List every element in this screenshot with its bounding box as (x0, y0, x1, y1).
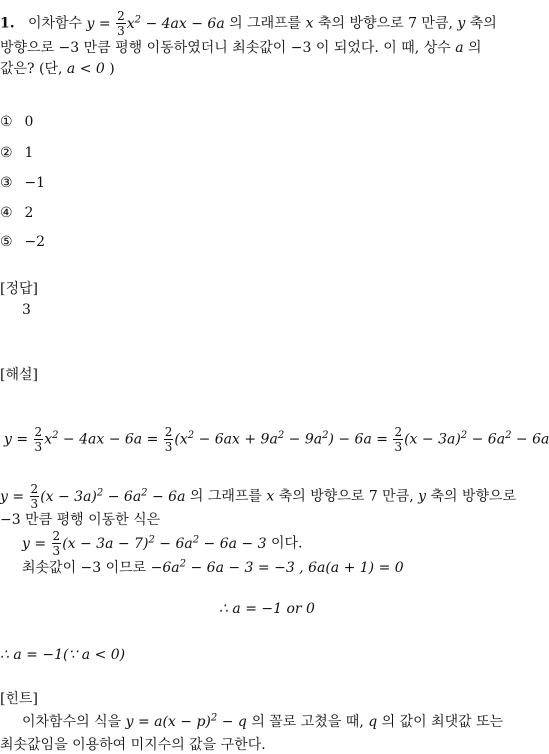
math-condition: a < 0 (66, 61, 105, 77)
option-5[interactable]: ⑤ −2 (0, 234, 46, 250)
problem-line-3: 값은? (단, a < 0 ) (0, 61, 115, 77)
option-1[interactable]: ① 0 (0, 114, 34, 130)
solution-line-1: y = $\frac{2}{3}$ $(x - 3a)^2 - 6a^2 - 6a$ 의 그래프를 x 축의 방향으로 7 만큼, y 축의 방향으로 (0, 482, 517, 511)
math-var: x (305, 15, 314, 32)
problem-number: 1. (0, 15, 15, 32)
math-expression: y = $\frac{2}{3}$ $(x - 3a)^2 - 6a^2 - 6a$ (0, 482, 186, 511)
option-4[interactable]: ④ 2 (0, 205, 34, 221)
solution-line-2: −3 만큼 평행 이동한 식은 (0, 512, 161, 528)
solution-line-3: y = $\frac{2}{3}$ $(x - 3a - 7)^2 - 6a^2 - 6a - 3$ 이다. (22, 529, 303, 558)
answer-label: [정답] (0, 281, 38, 297)
problem-line-2: 방향으로 −3 만큼 평행 이동하였더니 최솟값이 −3 이 되었다. 이 때, 상수 a 의 (0, 40, 482, 56)
math-var: a (455, 40, 464, 56)
solution-label: [해설] (0, 367, 38, 383)
math-expression: $-6a^2 - 6a - 3 = -3$ , 6a(a + 1) = 0 (150, 558, 404, 576)
answer-value: 3 (22, 302, 31, 318)
hint-line-2: 최솟값임을 이용하여 미지수의 값을 구한다. (0, 737, 266, 753)
hint-label: [힌트] (0, 691, 38, 707)
problem-text: 의 그래프를 (229, 15, 302, 32)
solution-final: ∴ a = −1(∵ a < 0) (0, 647, 126, 663)
hint-line-1: 이차함수의 식을 $y = a(x - p)^2 - q$ 의 꼴로 고쳤을 때, q 의 값이 최댓값 또는 (22, 712, 504, 730)
solution-conclusion: ∴ a = −1 or 0 (219, 601, 315, 617)
problem-text: 축의 방향으로 7 만큼, (318, 15, 453, 32)
solution-equation-1: y = $\frac{2}{3}$ $x^2 - 4ax - 6a$ = $\frac{2}{3}$ $(x^2 - 6ax + 9a^2 - 9a^2) - 6a$ = $\frac{2}{3}$ $(x - 3a)^2 - 6a^2 - 6a$ (4, 425, 549, 454)
problem-text: 축의 (469, 15, 497, 32)
option-3[interactable]: ③ −1 (0, 175, 46, 191)
problem-line-1 (0, 10, 497, 37)
math-expression: $y = a(x - p)^2 - q$ (125, 712, 247, 730)
problem-text: 이차함수 (27, 15, 83, 32)
solution-line-4: 최솟값이 −3 이므로 $-6a^2 - 6a - 3 = -3$ , 6a(a + 1) = 0 (22, 558, 404, 576)
math-expression: y = $\frac{2}{3}$ $(x - 3a - 7)^2 - 6a^2 - 6a - 3$ (22, 529, 267, 558)
math-var: y (457, 15, 466, 32)
option-2[interactable]: ② 1 (0, 145, 34, 161)
math-function: y = $\frac{2}{3}$ $x^2 - 4ax - 6a$ (86, 9, 225, 38)
